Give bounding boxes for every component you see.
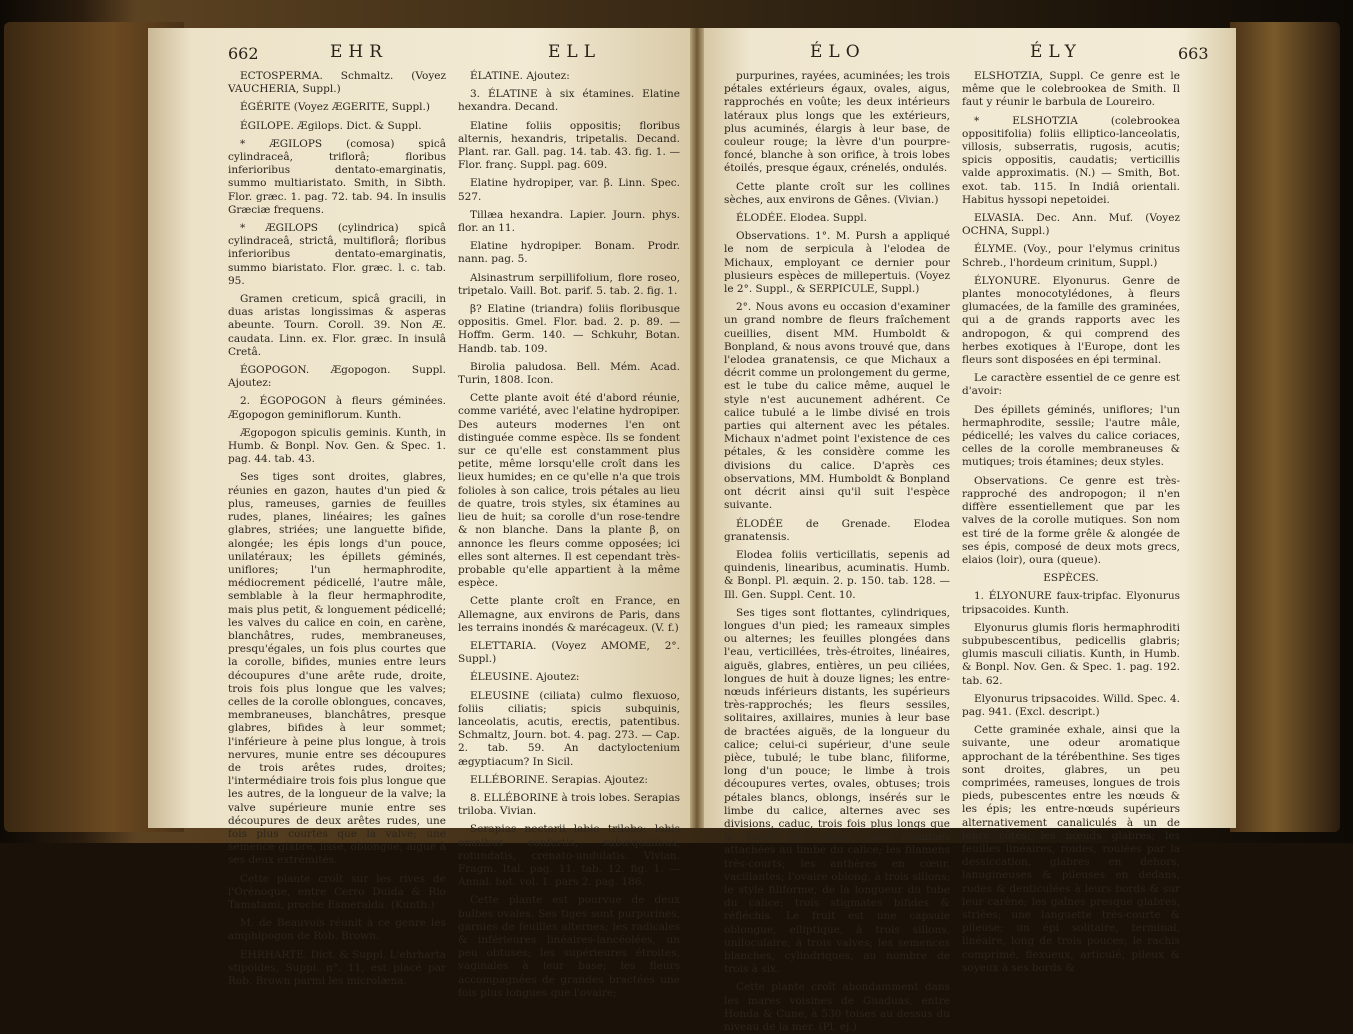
- left-column-2: [458, 70, 680, 999]
- paragraph: 3. ÉLATINE à six étamines. Elatine hexandra. Decand.: [458, 88, 680, 114]
- paragraph: ECTOSPERMA. Schmaltz. (Voyez VAUCHERIA, Suppl.): [228, 70, 446, 96]
- paragraph: ELSHOTZIA, Suppl. Ce genre est le même que le colebrookea de Smith. Il faut y réunir le barbula de Loureiro.: [962, 70, 1180, 109]
- paragraph: β? Elatine (triandra) foliis floribusque oppositis. Gmel. Flor. bad. 2. p. 89. — Hoffm. Germ. 140. — Schkuhr, Botan. Handb. tab. 109.: [458, 303, 680, 355]
- paragraph: Cette plante croît en France, en Allemagne, aux environs de Paris, dans les terrains inondés & marécageux. (V. f.): [458, 595, 680, 634]
- paragraph: Birolia paludosa. Bell. Mém. Acad. Turin, 1808. Icon.: [458, 360, 680, 387]
- paragraph: purpurines, rayées, acuminées; les trois pétales extérieurs égaux, ovales, aigus, rapprochés en voûte; les deux intérieurs latéraux plus longs que les extérieurs, plus acuminés, élargis à leur base, de couleur rouge; la lèvre d'un pourpre-foncé, blanche à son orifice, à trois lobes étoilés, presque égaux, crénelés, ondulés.: [724, 70, 950, 175]
- paragraph: ÉGÉRITE (Voyez ÆGERITE, Suppl.): [240, 101, 430, 114]
- paragraph: Ses tiges sont droites, glabres, réunies en gazon, hautes d'un pied & plus, rameuses, garnies de feuilles rudes, planes, linéaires; les gaînes glabres, striées; une languette bifide, alongée; les épis longs d'un pouce, unilatéraux; les épillets géminés, uniflores; l'un hermaphrodite, médiocrement pédicellé, l'autre mâle, semblable à la fleur hermaphrodite, mais plus petit, & longuement pédicellé; les valves du calice en coin, en carène, blanchâtres, rudes, membraneuses, presqu'égales, un fois plus courtes que la corolle, bifides, munies entre leurs découpures d'une arête rude, droite, trois fois plus longue que les valves; celles de la corolle oblongues, concaves, membraneuses, blanchâtres, presque glabres, bifides à leur sommet; l'inférieure à peine plus longue, à trois nervures, munie entre ses découpures de trois arêtes rudes, droites; l'intermédiaire trois fois plus longue que les autres, de la longueur de la valve; la valve supérieure munie entre ses découpures de deux arêtes rudes, une fois plus courtes que la valve; une semence glabre, lisse, oblongue, aiguë à ses deux extrémités.: [228, 471, 446, 867]
- paragraph: Ægopogon spiculis geminis. Kunth, in Humb. & Bonpl. Nov. Gen. & Spec. 1. pag. 44. tab. 43.: [228, 426, 446, 466]
- paragraph: Cette plante croît sur les collines sèches, aux environs de Gênes. (Vivian.): [724, 180, 950, 206]
- paragraph: ÉLYONURE. Elyonurus. Genre de plantes monocotylédones, à fleurs glumacées, de la famille des graminées, qui a de grands rapports avec les andropogon, & qui comprend des herbes exotiques à l'Europe, dont les fleurs sont disposées en épi terminal.: [962, 274, 1180, 367]
- paragraph: 2°. Nous avons eu occasion d'examiner un grand nombre de fleurs fraîchement cueillies, disent MM. Humboldt & Bonpland, & nous avons trouvé que, dans l'elodea granatensis, ce que Michaux a décrit comme un prolongement du germe, est le tube du calice même, auquel le style n'est aucunement adhérent. Ce calice tubulé a le limbe divisé en trois parties qui alternent avec les pétales. Michaux n'admet point l'existence de ces pétales, & les considère comme les divisions du calice. D'après ces observations, MM. Humboldt & Bonpland ont décrit ainsi qu'il suit l'espèce suivante.: [724, 301, 950, 512]
- paragraph: M. de Beauvois réunit à ce genre les amphipogon de Rob. Brown.: [228, 917, 446, 943]
- paragraph: Cette plante croît sur les rives de l'Orénoque, entre Cerro Duida & Rio Tamatami, proche Esmeralda. (Kunth.): [228, 872, 446, 911]
- paragraph: Serapias nectarii labio trilobo; lobis omnibus confertis, subæqualibus, rotundatis, crenato-undulatis. Vivian. Fragm. Ital. pag. 11. tab. 12. fig. 1. — Annal. bot. vol. 1. pars 2. pag. 186.: [458, 823, 680, 889]
- paragraph: ÉLYME. (Voy., pour l'elymus crinitus Schreb., l'hordeum crinitum, Suppl.): [962, 243, 1180, 269]
- paragraph: EHRHARTE. Dict. & Suppl. L'ehrharta stipoides, Suppl. n°. 11, est placé par Rob. Brown parmi les microlæna.: [228, 948, 446, 987]
- right-column-1: [724, 70, 950, 1034]
- paragraph: Des épillets géminés, uniflores; l'un hermaphrodite, sessile; l'autre mâle, pédicellé; les valves du calice coriaces, celles de la corolle membraneuses & mutiques; trois étamines; deux styles.: [962, 403, 1180, 469]
- left-running-head-1: EHR: [330, 42, 389, 62]
- paragraph: ÉLODÉE. Elodea. Suppl.: [736, 212, 867, 225]
- paragraph: Elatine hydropiper. Bonam. Prodr. nann. pag. 5.: [458, 240, 680, 266]
- paragraph: * ELSHOTZIA (colebrookea oppositifolia) foliis elliptico-lanceolatis, villosis, subserratis, rugosis, acutis; spicis oppositis, caudatis; verticillis valde approximatis. (N.) — Smith, Bot. exot. tab. 115. In Indiâ orientali. Habitus hyssopi nepetoidei.: [962, 114, 1180, 206]
- paragraph: Elatine foliis oppositis; floribus alternis, hexandris, tripetalis. Decand. Plant. rar. Gall. pag. 14. tab. 43. fig. 1. — Flor. franç. Suppl. pag. 609.: [458, 119, 680, 172]
- paragraph: Cette plante est pourvue de deux bulbes ovales. Ses tiges sont purpurines, garnies de feuilles alternes; les radicales & inférieures linéaires-lancéolées, un peu obtuses; les supérieures étroites, vaginales à leur base; les fleurs accompagnées de grandes bractées une fois plus longues que l'ovaire;: [458, 894, 680, 999]
- book-gutter: [690, 28, 704, 828]
- paragraph: * ÆGILOPS (cylindrica) spicâ cylindraceâ, strictâ, multiflorâ; floribus inferioribus dentato-emarginatis, summo biaristato. Flor. græc. l. c. tab. 95.: [228, 222, 446, 287]
- paragraph: Tillæa hexandra. Lapier. Journ. phys. flor. an 11.: [458, 208, 680, 235]
- paragraph: Observations. Ce genre est très-rapproché des andropogon; il n'en diffère essentiellement que par les valves de la corolle mutiques. Son nom est tiré de la forme grêle & alongée de ses épis, composé de deux mots grecs, elaios (loir), oura (queue).: [962, 474, 1180, 566]
- left-page-number: 662: [228, 44, 259, 63]
- paragraph: Elyonurus glumis floris hermaphroditi subpubescentibus, pedicellis glabris; glumis masculi ciliatis. Kunth, in Humb. & Bonpl. Nov. Gen. & Spec. 1. pag. 192. tab. 62.: [962, 621, 1180, 687]
- right-column-2: [962, 70, 1180, 974]
- paragraph: ELEUSINE (ciliata) culmo flexuoso, foliis ciliatis; spicis subquinis, lanceolatis, acutis, erectis, patentibus. Schmaltz, Journ. bot. 4. pag. 273. — Cap. 2. tab. 59. An dactyloctenium ægyptiacum? In Sicil.: [458, 689, 680, 768]
- paragraph: Cette plante avoit été d'abord réunie, comme variété, avec l'elatine hydropiper. Des auteurs modernes l'en ont distinguée comme espèce. Ils se fondent sur ce qu'elle est constamment plus petite, même lorsqu'elle croît dans les lieux humides; en ce qu'elle n'a que trois folioles à son calice, trois pétales au lieu de quatre, trois styles, six étamines au lieu de huit; sa corolle d'un rose-tendre & non blanche. Dans la plante β, on annonce les fleurs comme opposées; ici elles sont alternes. Il est cependant très-probable qu'elle appartient à la même espèce.: [458, 392, 680, 590]
- paragraph: Observations. 1°. M. Pursh a appliqué le nom de serpicula à l'elodea de Michaux, employant ce dernier pour plusieurs espèces de millepertuis. (Voyez le 2°. Suppl., & SERPICULE, Suppl.): [724, 230, 950, 296]
- right-running-head-2: ÉLY: [1030, 42, 1082, 62]
- paragraph: 1. ÉLYONURE faux-tripfac. Elyonurus tripsacoides. Kunth.: [962, 590, 1180, 616]
- paragraph: Elyonurus tripsacoides. Willd. Spec. 4. pag. 941. (Excl. descript.): [962, 692, 1180, 718]
- paragraph: Ses tiges sont flottantes, cylindriques, longues d'un pied; les rameaux simples ou alternes; les feuilles plongées dans l'eau, verticillées, très-étroites, linéaires, aiguës, glabres, entières, un peu ciliées, longues de huit à douze lignes; les entre-nœuds inférieurs distants, les supérieurs très-rapprochés; les fleurs sessiles, solitaires, axillaires, munies à leur base de bractées aiguës, de la longueur du calice; celui-ci supérieur, d'une seule pièce, tubulé; le tube blanc, filiforme, long d'un pouce; le limbe à trois découpures vertes, ovales, obtuses; trois pétales blancs, oblongs, insérés sur le limbe du calice, alternes avec ses divisions, caduc, trois fois plus longs que le limbe du calice; trois étamines attachées au limbe du calice; les filamens très-courts; les anthères en cœur, vacillantes; l'ovaire oblong, à trois sillons; le style filiforme, de la longueur du tube du calice; trois stigmates bifides & réfléchis. Le fruit est une capsule oblongue, elliptique, à trois sillons, uniloculaire, à trois valves; les semences blanches, cylindriques, au nombre de trois à six.: [724, 606, 950, 976]
- paragraph: ELLÉBORINE. Serapias. Ajoutez:: [470, 773, 648, 786]
- paragraph: ELVASIA. Dec. Ann. Muf. (Voyez OCHNA, Suppl.): [962, 212, 1180, 238]
- left-column-1: [228, 70, 446, 987]
- paragraph: 2. ÉGOPOGON à fleurs géminées. Ægopogon geminiflorum. Kunth.: [228, 395, 446, 421]
- paragraph: ÉGOPOGON. Ægopogon. Suppl. Ajoutez:: [228, 364, 446, 390]
- right-page-number: 663: [1178, 44, 1209, 63]
- paragraph: Elatine hydropiper, var. β. Linn. Spec. 527.: [458, 177, 680, 203]
- paragraph: ÉGILOPE. Ægilops. Dict. & Suppl.: [240, 119, 422, 132]
- paragraph: Elodea foliis verticillatis, sepenis ad quindenis, linearibus, acuminatis. Humb. & Bonpl. Pl. æquin. 2. p. 150. tab. 128. — Ill. Gen. Suppl. Cent. 10.: [724, 548, 950, 601]
- paragraph: ÉLEUSINE. Ajoutez:: [470, 671, 580, 684]
- paragraph: Cette plante croît abondamment dans les mares voisines de Guaduas, entre Honda & Cune, à 530 toises au dessus du niveau de la mer. (Pl. ej.): [724, 981, 950, 1034]
- paragraph: Alsinastrum serpillifolium, flore roseo, tripetalo. Vaill. Bot. parif. 5. tab. 2. fig. 1.: [458, 271, 680, 297]
- paragraph: ÉLODÉE de Grenade. Elodea granatensis.: [724, 517, 950, 543]
- right-book-cover: [1230, 22, 1340, 832]
- paragraph: ESPÈCES.: [1043, 572, 1099, 585]
- paragraph: Cette graminée exhale, ainsi que la suivante, une odeur aromatique approchant de la térébenthine. Ses tiges sont droites, glabres, un peu comprimées, rameuses, longues de trois pieds, pubescentes entre les nœuds & les épis; les entre-nœuds supérieurs alternativement canaliculés à un de leurs côtés; les nœuds glabres; les feuilles linéaires, roides, roulées par la dessiccation, glabres en dehors, lanugineuses & pileuses en dedans, rudes & denticulées à leurs bords & sur leur carène; les gaînes presque glabres, striées; une languette très-courte & pileuse; un épi solitaire, terminal, linéaire, long de trois pouces; le rachis comprimé, flexueux, articulé, pileux & soyeux à ses bords &: [962, 724, 1180, 974]
- paragraph: Gramen creticum, spicâ gracili, in duas aristas longissimas & asperas abeunte. Tourn. Coroll. 39. Non Æ. caudata. Linn. ex. Flor. græc. In insulâ Cretâ.: [228, 293, 446, 358]
- paragraph: ELETTARIA. (Voyez AMOME, 2°. Suppl.): [458, 639, 680, 666]
- paragraph: * ÆGILOPS (comosa) spicâ cylindraceâ, triflorâ; floribus inferioribus dentato-emarginatis, summo multiaristato. Smith, in Sibth. Flor. græc. 1. pag. 72. tab. 94. In insulis Græciæ frequens.: [228, 137, 446, 216]
- left-running-head-2: ELL: [548, 42, 601, 62]
- right-running-head-1: ÉLO: [810, 42, 866, 62]
- paragraph: Le caractère essentiel de ce genre est d'avoir:: [962, 372, 1180, 398]
- paragraph: ÉLATINE. Ajoutez:: [470, 70, 570, 82]
- paragraph: 8. ELLÉBORINE à trois lobes. Serapias triloba. Vivian.: [458, 791, 680, 818]
